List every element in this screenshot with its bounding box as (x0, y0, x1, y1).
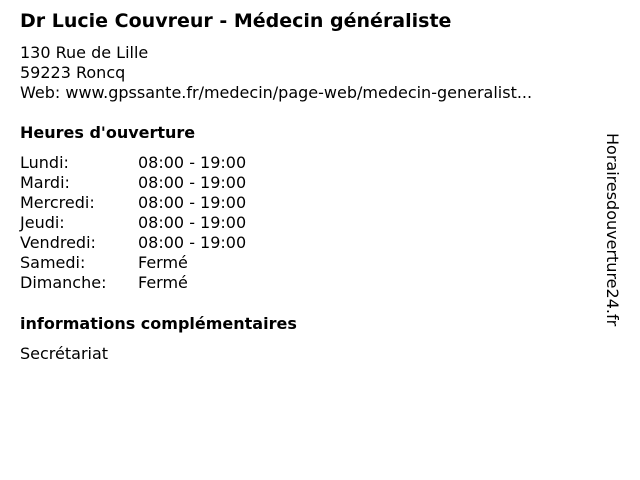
hours-day: Mercredi: (20, 193, 95, 212)
hours-row-sunday (20, 273, 246, 293)
page-title: Dr Lucie Couvreur - Médecin généraliste (20, 10, 452, 32)
address-block (20, 43, 532, 103)
hours-time: Fermé (138, 273, 188, 292)
hours-day: Samedi: (20, 253, 86, 272)
website-link[interactable]: Web: www.gpssante.fr/medecin/page-web/medecin-generalist... (20, 83, 533, 102)
hours-time: Fermé (138, 253, 188, 272)
hours-row-monday (20, 153, 246, 173)
hours-time: 08:00 - 19:00 (138, 153, 247, 172)
hours-time: 08:00 - 19:00 (138, 213, 247, 232)
hours-heading: Heures d'ouverture (20, 123, 196, 142)
hours-row-wednesday (20, 193, 246, 213)
hours-day: Dimanche: (20, 273, 107, 292)
opening-hours-table (20, 153, 246, 293)
info-text: Secrétariat (20, 344, 109, 363)
hours-row-thursday (20, 213, 246, 233)
hours-row-friday (20, 233, 246, 253)
hours-time: 08:00 - 19:00 (138, 193, 247, 212)
hours-day: Mardi: (20, 173, 70, 192)
hours-day: Vendredi: (20, 233, 96, 252)
hours-time: 08:00 - 19:00 (138, 233, 247, 252)
hours-row-saturday (20, 253, 246, 273)
info-heading: informations complémentaires (20, 314, 297, 333)
hours-day: Lundi: (20, 153, 69, 172)
hours-time: 08:00 - 19:00 (138, 173, 247, 192)
hours-row-tuesday (20, 173, 246, 193)
watermark-text: Horairesdouverture24.fr (603, 133, 622, 327)
address-street: 130 Rue de Lille (20, 43, 149, 62)
hours-day: Jeudi: (20, 213, 65, 232)
address-city: 59223 Roncq (20, 63, 126, 82)
